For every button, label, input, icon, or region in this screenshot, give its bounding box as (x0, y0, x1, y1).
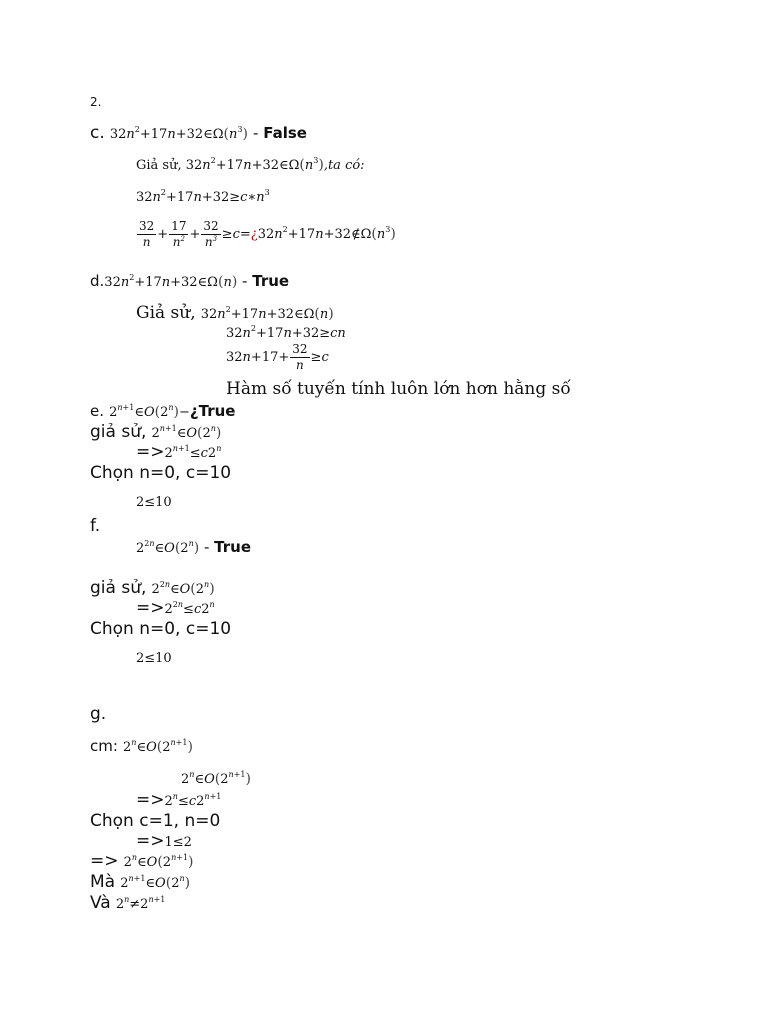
part-g-cm-label: cm: (90, 737, 118, 755)
part-e-implies: => (136, 442, 165, 462)
part-g-cm: cm: $2^n\in O(2^{n+1})$ (90, 737, 193, 755)
part-d-conclusion: Hàm số tuyến tính luôn lớn hơn hằng số (226, 379, 571, 399)
part-c-assume: Giả sử, $32n^2+17n+32\in\Omega(n^3),ta$ có: (136, 156, 365, 173)
part-g-va: Và (90, 893, 111, 913)
part-d-label: d. (90, 272, 105, 290)
part-e-verdict: ¿True (189, 402, 236, 420)
part-e-check: 2≤10 (136, 495, 172, 510)
part-g-line4: => $2^n\in O(2^{n+1})$ (90, 851, 194, 871)
part-d-line2: $32n^2+17n+32\ge cn$ (226, 324, 346, 341)
part-c-giasu: Giả sử, (136, 158, 182, 173)
part-d-header: $d.32n^2+17n+32\in\Omega(n)$ - True (90, 272, 290, 290)
part-c-label: c. (90, 123, 105, 143)
part-g-label: g. (90, 704, 107, 724)
part-e-label: e. (90, 402, 104, 420)
part-c-taco: ,ta có: (323, 158, 365, 173)
part-d-verdict: True (252, 272, 290, 290)
part-f-check: 2≤10 (136, 651, 172, 666)
part-g-line5: Mà $2^{n+1}\in O(2^n)$ (90, 872, 191, 892)
part-g-line2: $=>2^n\le c2^{n+1}$ (136, 790, 222, 810)
part-g-implies: => (136, 790, 165, 810)
part-e-line2: $=>2^{n+1}\le c2^n$ (136, 442, 222, 462)
part-g-check: =>1≤2 (136, 831, 192, 851)
part-c-formula: $32n^2+17n+32\in\Omega(n^3)$ (109, 125, 248, 142)
part-f-line2: $=>2^{2n}\le c2^n$ (136, 598, 215, 618)
part-c-header: c. $32n^2+17n+32\in\Omega(n^3)$ - False (90, 123, 307, 143)
part-f-header: $2^{2n}\in O(2^n)$ - True (136, 538, 251, 556)
part-g-implies2: => (90, 851, 119, 871)
part-d-assume: Giả sử, $32n^2+17n+32\in\Omega(n)$ (136, 303, 334, 323)
part-f-implies: => (136, 598, 165, 618)
part-e-giasu: giả sử, (90, 422, 147, 442)
part-f-giasu: giả sử, (90, 578, 147, 598)
part-g-ma: Mà (90, 872, 116, 892)
part-e-choose: Chọn n=0, c=10 (90, 463, 232, 483)
part-f-assume: giả sử, $2^{2n}\in O(2^n)$ (90, 578, 215, 598)
part-d-giasu: Giả sử, (136, 303, 196, 323)
part-e-header: e. $2^{n+1}\in O(2^n)-¿True$ (90, 402, 236, 420)
part-c-verdict: False (263, 124, 307, 142)
part-f-choose: Chọn n=0, c=10 (90, 619, 232, 639)
part-f-verdict: True (214, 538, 251, 556)
part-g-line6: Và $2^n\ne 2^{n+1}$ (90, 893, 166, 913)
part-c-line2: $32n^2+17n+32\ge c∗n^3$ (136, 188, 270, 205)
part-g-choose: Chọn c=1, n=0 (90, 811, 221, 831)
part-c-line3: $\frac{32}{n}$ + $\frac{17}{n^2}$ + $\frac{32}{n^3}$ $\ge c=¿32n^2+17n+32\notin\Omega(n^3)$ (139, 219, 396, 249)
part-e-assume: giả sử, $2^{n+1}\in O(2^n)$ (90, 422, 222, 442)
part-d-line3: 32n+17+ $\frac{32}{n}$ ≥c (226, 342, 329, 372)
part-f-label: f. (90, 516, 101, 536)
problem-number: 2. (90, 95, 102, 109)
part-g-line1: $2^n\in O(2^{n+1})$ (181, 770, 251, 787)
